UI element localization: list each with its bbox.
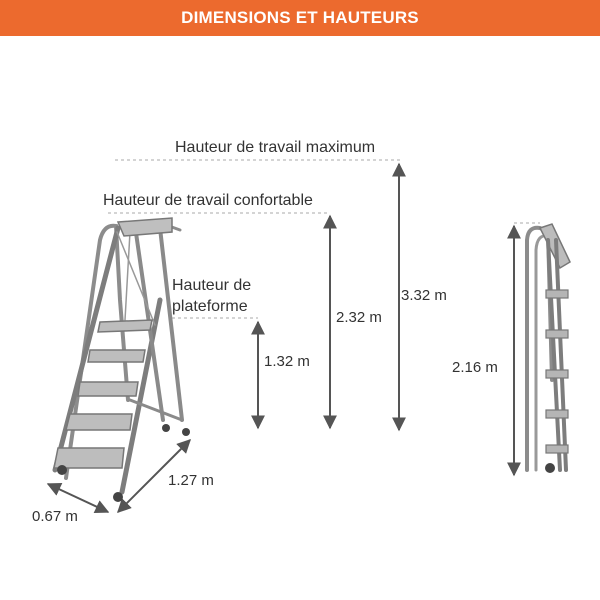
dim-folded-height: 2.16 m: [452, 359, 498, 376]
label-max-working-height: Hauteur de travail maximum: [175, 139, 376, 156]
reference-lines: [108, 160, 540, 318]
label-platform-height-line2: plateforme: [172, 298, 248, 315]
dim-comfortable-height: 2.32 m: [336, 309, 382, 326]
header-title: DIMENSIONS ET HAUTEURS: [181, 8, 419, 27]
dim-platform-height: 1.32 m: [264, 353, 310, 370]
dim-max-height: 3.32 m: [401, 287, 447, 304]
label-comfortable-working-height: Hauteur de travail confortable: [103, 192, 313, 209]
ladder-folded-illustration: [527, 224, 570, 473]
width-arrow: [48, 484, 108, 512]
dim-width: 0.67 m: [32, 508, 78, 525]
dim-depth: 1.27 m: [168, 472, 214, 489]
label-platform-height-line1: Hauteur de: [172, 277, 252, 294]
platform-top: [118, 218, 172, 236]
